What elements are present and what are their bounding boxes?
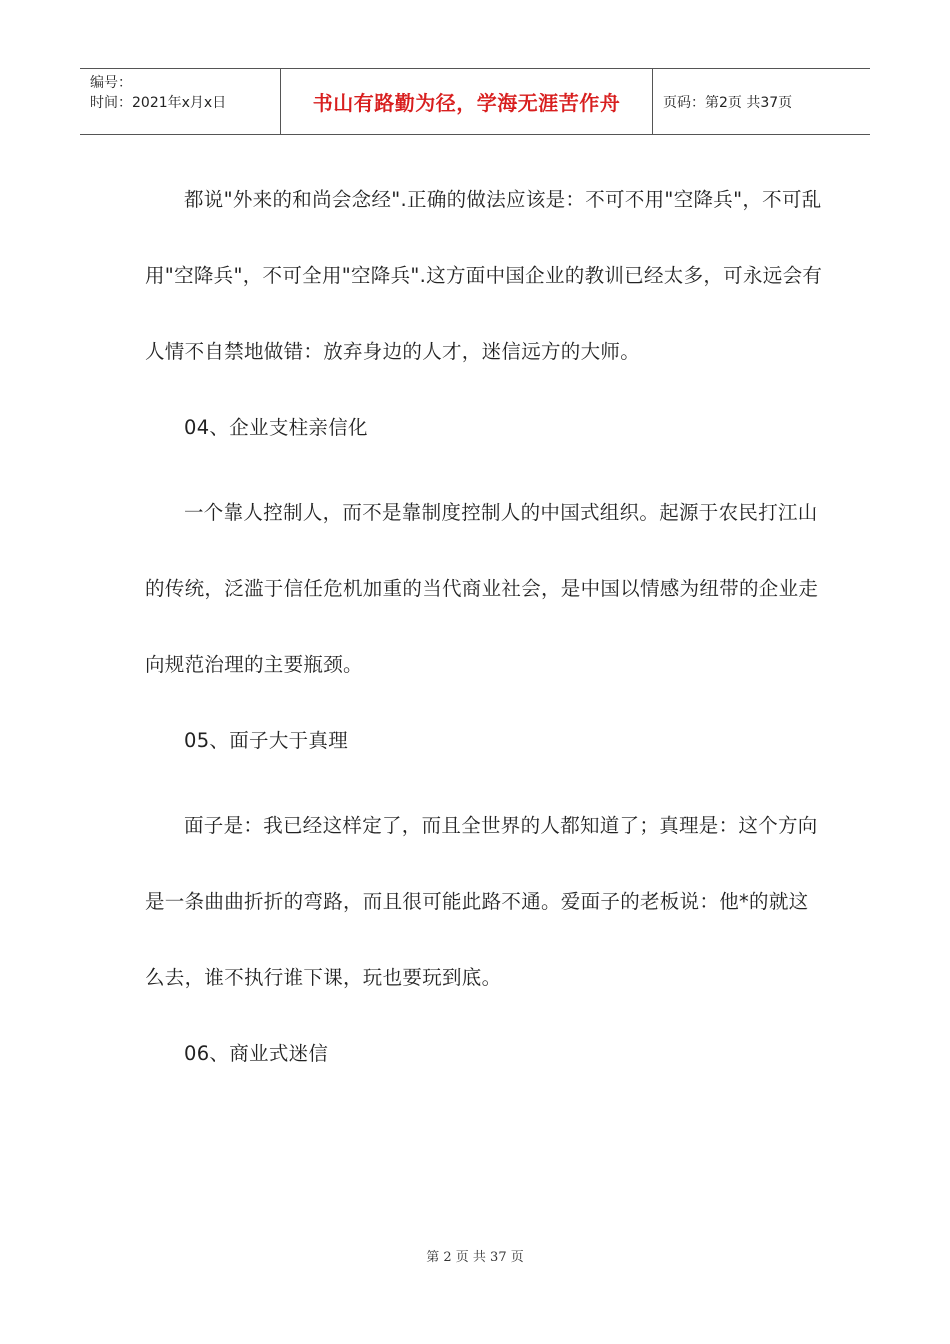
document-header [80, 68, 870, 135]
document-date-label: 时间：2021年x月x日 [90, 95, 227, 111]
document-body [145, 162, 825, 1101]
document-number-label: 编号： [90, 75, 132, 91]
header-meta-cell [80, 69, 281, 134]
page-footer: 第 2 页 共 37 页 [426, 1250, 524, 1265]
section-heading: 06、商业式迷信 [184, 1042, 329, 1065]
body-paragraph: 都说"外来的和尚会念经".正确的做法应该是：不可不用"空降兵"，不可乱用"空降兵"，不可全用"空降兵".这方面中国企业的教训已经太多，可永远会有人情不自禁地做错：放弃身边的人才，迷信远方的大师。 [145, 188, 823, 363]
body-paragraph: 一个靠人控制人，而不是靠制度控制人的中国式组织。起源于农民打江山的传统，泛滥于信任危机加重的当代商业社会，是中国以情感为纽带的企业走向规范治理的主要瓶颈。 [145, 501, 819, 676]
header-page-info: 页码：第2页 共37页 [663, 94, 793, 111]
section-heading: 05、面子大于真理 [184, 729, 349, 752]
header-motto: 书山有路勤为径，学海无涯苦作舟 [281, 69, 653, 134]
section-heading: 04、企业支柱亲信化 [184, 416, 368, 439]
body-paragraph: 面子是：我已经这样定了，而且全世界的人都知道了；真理是：这个方向是一条曲曲折折的弯路，而且很可能此路不通。爱面子的老板说：他*的就这么去，谁不执行谁下课，玩也要玩到底。 [145, 814, 818, 989]
